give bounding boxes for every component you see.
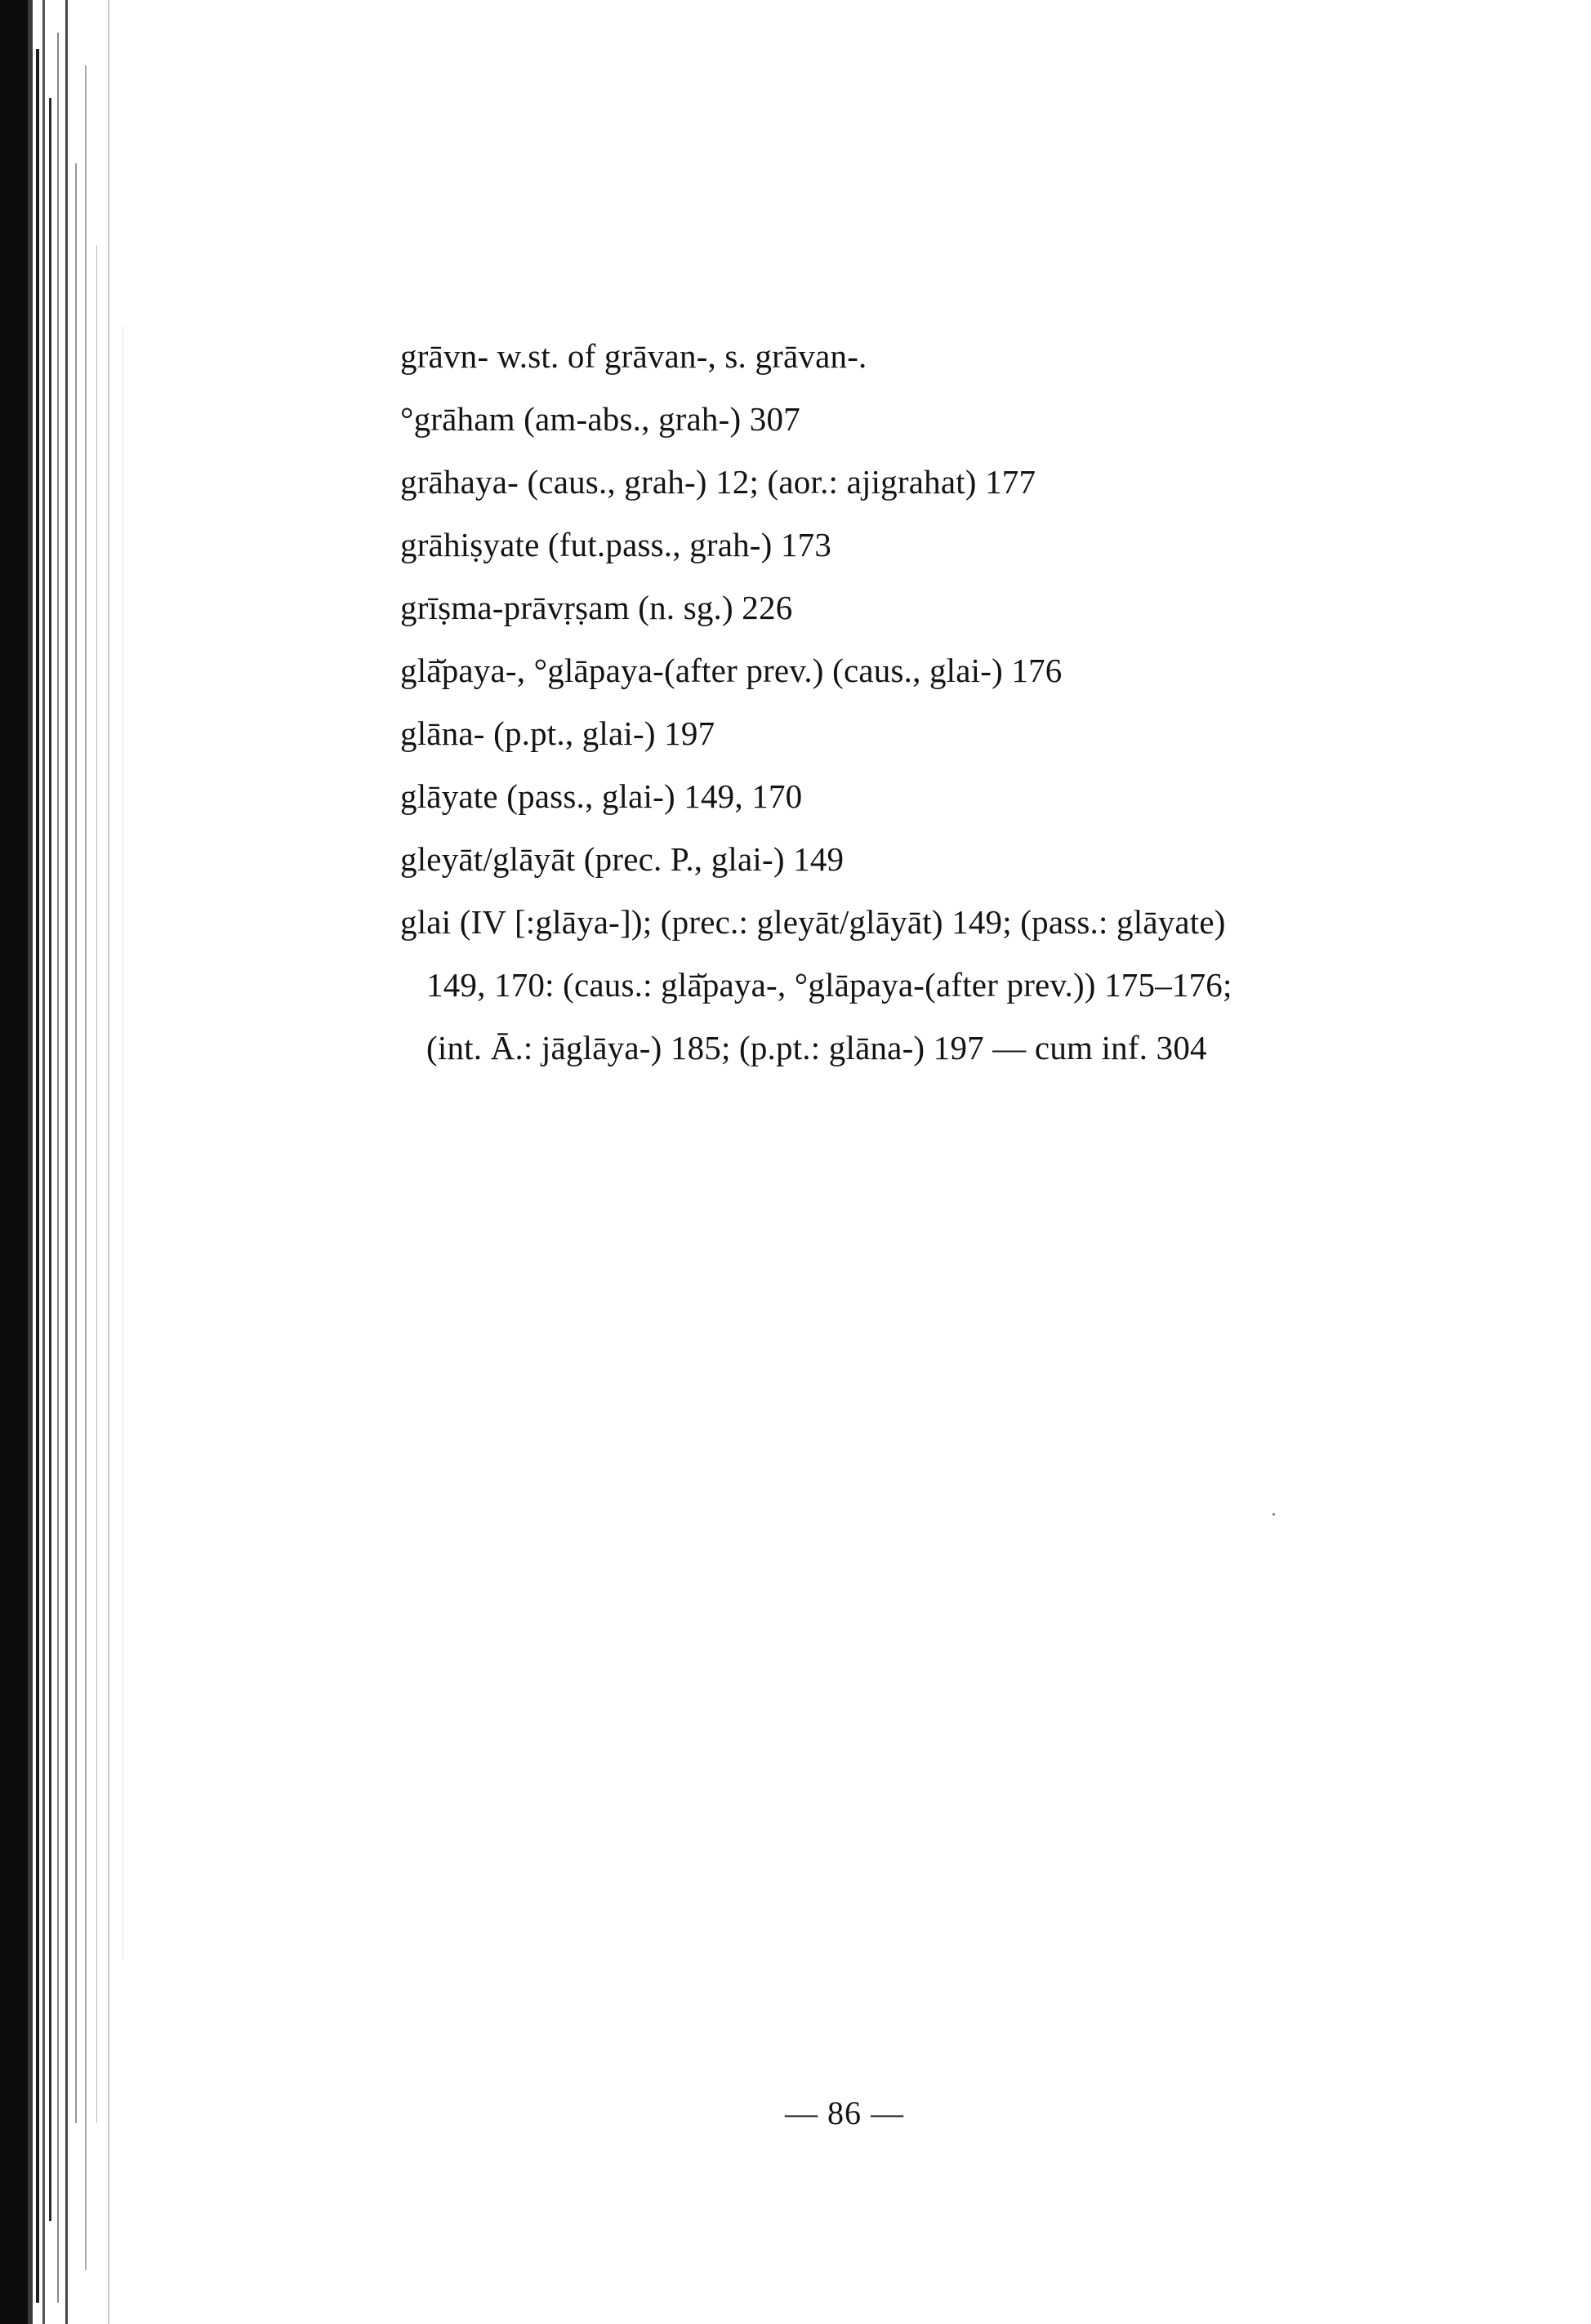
scan-speck bbox=[1272, 1513, 1275, 1516]
page-number-text: — 86 — bbox=[785, 2095, 904, 2131]
page-number bbox=[0, 2094, 1591, 2132]
index-entry: grāhaya- (caus., grah-) 12; (aor.: ajigrahat) 177 bbox=[400, 463, 1036, 501]
entry-line-continuation: 149, 170: (caus.: glā̆paya-, °glāpaya-(after prev.)) 175–176; bbox=[426, 966, 1232, 1004]
index-entry-list bbox=[400, 325, 1511, 1080]
index-entry: grāvn- w.st. of grāvan-, s. grāvan-. bbox=[400, 337, 867, 375]
entry-line: glai (IV [:glāya-]); (prec.: gleyāt/glāyāt) 149; (pass.: glāyate) bbox=[400, 903, 1226, 941]
index-entry: °grāham (am-abs., grah-) 307 bbox=[400, 400, 800, 438]
index-entry: gleyāt/glāyāt (prec. P., glai-) 149 bbox=[400, 840, 845, 878]
index-entry: glāyate (pass., glai-) 149, 170 bbox=[400, 777, 803, 815]
index-entry: glā̆paya-, °glāpaya-(after prev.) (caus., glai-) 176 bbox=[400, 652, 1063, 689]
index-entry: grāhiṣyate (fut.pass., grah-) 173 bbox=[400, 526, 832, 563]
index-entry: grīṣma-prāvṛṣam (n. sg.) 226 bbox=[400, 589, 793, 626]
entry-line-continuation: (int. Ā.: jāglāya-) 185; (p.pt.: glāna-) 197 — cum inf. 304 bbox=[426, 1029, 1207, 1066]
index-entry-glai bbox=[400, 891, 1511, 1080]
binding-shadow bbox=[0, 0, 139, 2324]
index-entry: glāna- (p.pt., glai-) 197 bbox=[400, 715, 715, 752]
